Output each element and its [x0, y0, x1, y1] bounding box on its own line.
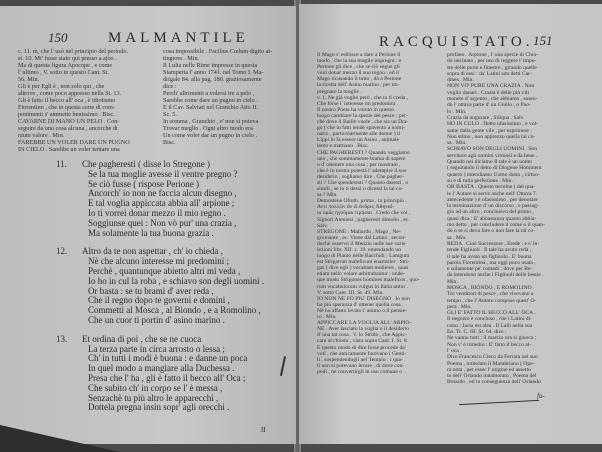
running-title: RACQUISTATO. [379, 34, 534, 50]
note-line: antecedente ) è ufasissimo , per denotare [447, 196, 538, 203]
note-line: FAREBBE UN VOLER DARE UN PUGNO [18, 139, 130, 146]
note-line: gromante , ec. Viene dal Latino , secon- [317, 234, 407, 241]
verse-line: La terza parte in circa arrosto o lessa ; [88, 343, 225, 354]
note-line: vuol donar mezzo il suo regno : ed il [317, 70, 400, 77]
page-number: 150 [48, 30, 68, 45]
note-line: Stamperia l' anno 1741. nel Tomo I. Ma- [163, 69, 264, 76]
right-page [299, 4, 602, 444]
note-line: tende Figliuoli . Il tale ha avuto redà , [447, 247, 532, 254]
verse-line: Ma solamente la tua buona grazia . [88, 227, 214, 238]
note-line: Demostene Olinth. prima , in principio . [317, 198, 407, 205]
note-line: Gli è fatto il becco all' oca , è idiotismo [18, 97, 116, 104]
verse-line: Altro da te non aspettar , ch' io chieda , [82, 246, 223, 257]
note-line: rum vocabulorum vulgus in Italia utitur . [317, 283, 409, 290]
note-line: 56. Min. [18, 76, 40, 83]
stanza-number: 12. [56, 246, 68, 257]
note-line: simili , se io ti dessi o dicessi la tal co- [317, 186, 404, 193]
note-line: sa . Min. [447, 140, 467, 147]
note-line: voti , che anticamente facevano i Genti- [317, 350, 407, 357]
verse-line: Che un cuor ti portin d' asino marino . [88, 314, 225, 325]
note-line: sti ? Che spenderesti ? Quanto daresti , o [317, 179, 409, 186]
note-line: V. sotto Cant. III. St. 49. Min. [317, 289, 384, 296]
note-line: nium valore . Min. [18, 132, 65, 139]
note-line: luogo cambiare la spezie del pesce ; per- [317, 112, 408, 119]
note-line: SCHIAVO SON DEGLI UOMINI . Son [447, 146, 538, 153]
note-line: E questo modo di dire forse procede da' [317, 344, 406, 351]
verse-line: E tal voglia appiccata abbia all' arpione ; [88, 198, 235, 209]
verse-line: Perchè , quantunque abietto altri mi veda , [88, 265, 241, 276]
stanza [56, 246, 292, 325]
note-line: servitore agli uomini virtuosi e da bene . [447, 152, 538, 159]
verse-line: Et ordina di poi , che se ne cuoca [82, 333, 202, 344]
note-line: so e di tutta perfezione . Min. [447, 177, 513, 184]
note-line: tingeres . Min. [163, 55, 200, 62]
note-line: dochè osservò il Menzio nelle sue varie [317, 240, 406, 247]
note-line: GLI E' FATTO IL BECCO ALL' OCA . [447, 310, 536, 317]
note-line: Poema , intitolato il Mambriano ( Ope- [447, 360, 535, 367]
note-line: c. 11. m, che l' usò nel principio del periodo. [18, 48, 128, 55]
verse-line: Io ti vorrei donar mezzo il mio regno . [88, 207, 226, 218]
note-line: Perch' altrimenti a volersi ire a pelo , [163, 90, 255, 97]
note-line: care al chiodo , visto sopra Cant. I. St. 8. [317, 338, 409, 345]
note-line: Ne vanno tutti : il marcio ora si giuoca ; [447, 335, 537, 342]
verse-line: Se la tua moglie avesse il ventre pregno ? [88, 168, 238, 179]
verse-line: Se ciò fusse ( rispose Perione ) [88, 178, 199, 189]
note-line: Ma di questa figura Apocope , e come [18, 62, 113, 69]
verse-line: Or basta : se tu brami d' aver reda , [88, 285, 214, 296]
note-line: da intendono anche i Figliuoli delle bestie . [447, 272, 544, 279]
verse-line: Che il regno dopo te governi e domini , [88, 295, 230, 306]
note-line: v. 1. Ne già voglio però , che tu ti creda , [317, 94, 409, 101]
note-line: CHE PAGHERESTI ? Quando veggiamo [317, 149, 410, 156]
verse-line: Io ho in cul la roba , e schiavo son degli uomini . [88, 275, 264, 286]
note-line: OR BASTA . Questo termine ( del qua- [447, 184, 536, 191]
note-line: quasi dica : E' abbastanza quanto abbia- [447, 215, 537, 222]
note-line: il tale ha avuto un figliuolo . E' buona [447, 253, 532, 260]
notes-column-2 [447, 52, 571, 386]
notes-column-2 [163, 48, 291, 146]
verse-line: Ch' in tutti i modi è buona : e danne un poca [88, 353, 248, 364]
note-line: Min. [447, 278, 458, 285]
note-line: NE . Aver lasciato la voglia o il desiderio [317, 326, 410, 333]
note-line: οι ὑμᾶς ἡγοῦμαι τιμήσαι . Credo che voi , [317, 210, 411, 217]
note-line: l' ultimo , V. sotto in questo Cant. St. [18, 69, 109, 76]
note-line: Che forse l' interesse mi predomini . [317, 100, 399, 107]
note-line: Il nostro Poeta ha voluto in questo [317, 106, 394, 113]
stanza-number: 13. [56, 333, 68, 344]
note-line: go ( che in fatti rende spavento a nomi- [317, 125, 405, 132]
note-line: In somma , Granchio , e' non si poteva [163, 118, 259, 125]
note-line: luogo di Plauto nelle Bacchidi : Lamgum [317, 253, 410, 260]
note-line: IN CIELO . Sarebbe un voler tentare una [18, 146, 120, 153]
note-line: IO NON NE FO PIU' DISEGNO . Io non [317, 295, 410, 302]
note-line: Bisc. [163, 139, 176, 146]
note-line: Salv. [317, 222, 328, 229]
note-line: li non si potevano levare , di dove con- [317, 362, 405, 369]
note-line: STREGONE . Maliardo , Mago , Ne- [317, 228, 401, 235]
note-line: e solamente pe' contadi : dove per Re- [447, 266, 533, 273]
note-line: NON VÒ' PURE UNA CRAZIA . Non [447, 83, 535, 90]
note-line: REDA . Cioè Successore , Erede : e s' in- [447, 240, 540, 247]
note-line: dines . Min. [447, 77, 474, 84]
note-line: Il negozio è concluso , che i Latini di- [447, 316, 532, 323]
note-line: Perione gli dice , che se ciò segue gli [317, 64, 400, 71]
verse-line: Senzachè tu più altro le apparecchi , [88, 392, 219, 403]
note-line: sopra di essi : da' Latini son detti Car- [447, 70, 532, 77]
note-line: drigale 84. alla pag. 180. graziosamente [163, 76, 262, 83]
note-line: do o se si deva fare o non fare la tal co- [447, 228, 536, 235]
note-line: l' oca . [447, 347, 462, 354]
note-line: Trovar meglio . Ogni altro modo era [163, 125, 253, 132]
note-line: parola Fiorentina , ma oggi poco usata , [447, 259, 536, 266]
note-line: Fiorentino , che in questa sorte di com- [18, 104, 115, 111]
note-line: etiam nello volare arbitrabantur : unde- [317, 271, 405, 278]
note-line: le l' Autore si serve anche nell' Ottava 7. [447, 190, 538, 197]
signature-mark: II [261, 426, 266, 434]
note-line: sa . Min. [447, 234, 467, 241]
note-line: pregnare la moglie . [317, 88, 362, 95]
note-line: uno , che sommamente brama di sapere [317, 155, 406, 162]
note-line: profano . Arpione , l' una specie di Chio- [447, 52, 539, 58]
note-line: Mago ricusando il tutto , dà a Perione [317, 76, 402, 83]
note-line: Nè ho affatto levato l' animo o il pensie- [317, 307, 408, 314]
note-line: Lippi lo fa essere un Asino , animale [317, 137, 400, 144]
note-line: quaero ) intendiamo Uomo dotto , virtuo- [447, 171, 540, 178]
stanza [56, 333, 292, 413]
left-page [0, 6, 296, 444]
note-line: Crazia da augurare , Siliqua . Salv. [447, 114, 525, 121]
note-line: lezioni libr. XII. c. 19. emendando un [317, 247, 401, 253]
verse-line: Nè che alcuno interesse mi predomini ; [88, 256, 229, 267]
note-line: ponimenti s' ammette benissimo . Bisc. [18, 111, 115, 118]
note-line: Dice Francesco Cieco da Ferrara nel suo [447, 354, 538, 361]
note-line: gas ( dice egli ) vocabant mulieres , quas [317, 265, 409, 272]
note-line: lo . Min. [447, 108, 467, 115]
note-line: dice : [163, 83, 177, 90]
pen-underline [459, 400, 539, 405]
note-line: tempo , che l' Autore compose quest' O- [447, 297, 537, 304]
note-line: same dalla gente vile , per esprimere : [447, 127, 532, 134]
note-line: Αντί πολλῶν ἂν ὦ ἄνδρες Ἀθηναῖ- [317, 204, 395, 211]
note-line: gio ad un altro , conclusivo del primo , [447, 209, 534, 216]
note-line: che è in nostra potestà l' adempire il suo [317, 167, 407, 174]
note-line: altrove , come poco appresso nella St. 13. [18, 90, 122, 97]
note-line: mo detto , per concludere il come o il quan- [447, 222, 545, 229]
note-line: chè dove il Baille vuole , che sia un Dra- [317, 119, 409, 126]
note-line: HO IN CULO . Detto ufasissimo , e vol- [447, 121, 539, 128]
note-line: Non v' è rimedio : E' fatto il becco al- [447, 341, 532, 348]
note-line: d' una tal cosa . V. lo Strido , che Appic- [317, 332, 407, 339]
note-line: la ricetta dell' Asino marino , per im- [317, 82, 400, 89]
notes-column-1 [317, 52, 441, 375]
note-line: CAVARNE DI MANO UN PELO . Con- [18, 118, 120, 125]
note-line: pera . Min. [447, 303, 472, 310]
note-line: ra nota , per esser l' origine ed assetto [447, 366, 531, 373]
note-line: Il Mago s' esibisce a dare a Perione il [317, 52, 401, 58]
note-line: cosa impossibile . Facilius Cœlum digito at- [163, 48, 273, 55]
note-line: lento e mattiano . Bisc. [317, 143, 369, 150]
note-line: Quando noi diciamo Il tale è un uomo [447, 159, 532, 166]
note-line: voglio danari . Crazia è delle più vili [447, 89, 530, 96]
note-line: modo , che la sua moglie impregni : e [317, 58, 402, 65]
note-line: desiderio , sogliamo dire . Che pagher- [317, 173, 404, 180]
verse-line: Presa che l' ha , gli è fatto il becco all' Oca ; [88, 372, 246, 383]
note-line: podi , ne convertirgli in uso comune o [317, 368, 403, 375]
catchword: fu- [537, 392, 545, 400]
note-line: ste delle porte e finestre , girando quelle [447, 64, 537, 71]
note-line: Signori Ateniesi , pagheresti dimolto , ec. [317, 216, 410, 223]
note-line: o d' ottenere una cosa ; per mostrare , [317, 161, 401, 168]
note-line: MOSCA , BIONDO , E ROMOLINO . [447, 284, 535, 291]
note-line: ho più speranza d' ottener quella cosa . [317, 301, 404, 308]
note-line: ( seguitando il detto di Diogene Hominem [447, 165, 542, 172]
note-line: seguire da uno cosa alcuna , ancorchè di [18, 125, 118, 132]
stanza-number: 11. [56, 159, 67, 169]
note-line: ro . Min. [317, 314, 337, 321]
verse-line: Soggiunse quei : Non vò pur' una crazia , [88, 217, 237, 228]
note-line: st. 10. Mi' fusse stato qui presso a ajòo . [18, 55, 117, 62]
running-title: MALMANTILE [108, 30, 249, 46]
note-line: Un come voler dar un pugno in cielo . [163, 132, 257, 139]
verse-line: Ancorch' io non ne faccia alcun disegno , [88, 188, 237, 199]
note-line: En. Tr. C. III. St. 64. dice : [447, 329, 507, 336]
note-line: sa ? Min. [317, 192, 338, 199]
stanza [56, 159, 292, 238]
stanzas [56, 159, 292, 422]
note-line: est Strigarum maleficum enarrarier . Stri- [317, 259, 410, 266]
note-line: Gli è per Egli è , non solo qui , che [18, 83, 105, 90]
note-line: E il Cav. Salviati nel Granchio Atto II. [163, 104, 258, 111]
verse-line: Che subito ch' in corpo se l' è messa , [88, 382, 223, 393]
note-line: li , sospendendogli nel Tempio : i qua- [317, 356, 403, 363]
note-line: do uncinato , per uso di reggere l' impo- [447, 58, 537, 65]
verse-line: Commetti al Mosca , al Biondo , e a Romolino , [88, 305, 261, 316]
note-line: Tre venditori di pesce , che vivevano a [447, 291, 534, 298]
note-line: Sc. 5. [163, 111, 177, 118]
verse-line: Dottela pregna insin sopr' agli orecchi . [88, 402, 230, 413]
note-line: la terminazione d' un discorso , e passag- [447, 203, 539, 210]
note-line: Boiardo , ed in conseguenza dell' Orlando [447, 379, 541, 386]
note-line: Il Lulia nelle Rime impresse in questa [163, 62, 258, 69]
verse-line: Che pagheresti ( disse lo Stregone ) [82, 159, 210, 169]
note-line: que modo Strigones homines maleficos , quo- [317, 277, 420, 284]
note-line: monete d' argento , che abbiamo , essen- [447, 96, 538, 103]
note-line: nario , particolarmente alle donne ) il [317, 131, 401, 138]
notes-column-1 [18, 48, 158, 153]
note-line: Sarebbe come dare un pugno in cielo . [163, 97, 258, 104]
note-line: cono : Jacta est alea . Il Lalli nella sua [447, 322, 533, 329]
page-number: 151 [533, 33, 553, 48]
note-line: APPICCARE LA VOGLIA ALL' ARPIO- [317, 320, 412, 327]
note-line: Non stimo , non apprezzo quella tal co- [447, 133, 536, 140]
note-line: to dell' Orlando innamorato , Poema del [447, 373, 537, 380]
note-line: do l' ottava parte d' un Giulio , o Pao- [447, 102, 531, 109]
verse-line: In quel modo a mangiare alla Duchessa . [88, 363, 235, 374]
